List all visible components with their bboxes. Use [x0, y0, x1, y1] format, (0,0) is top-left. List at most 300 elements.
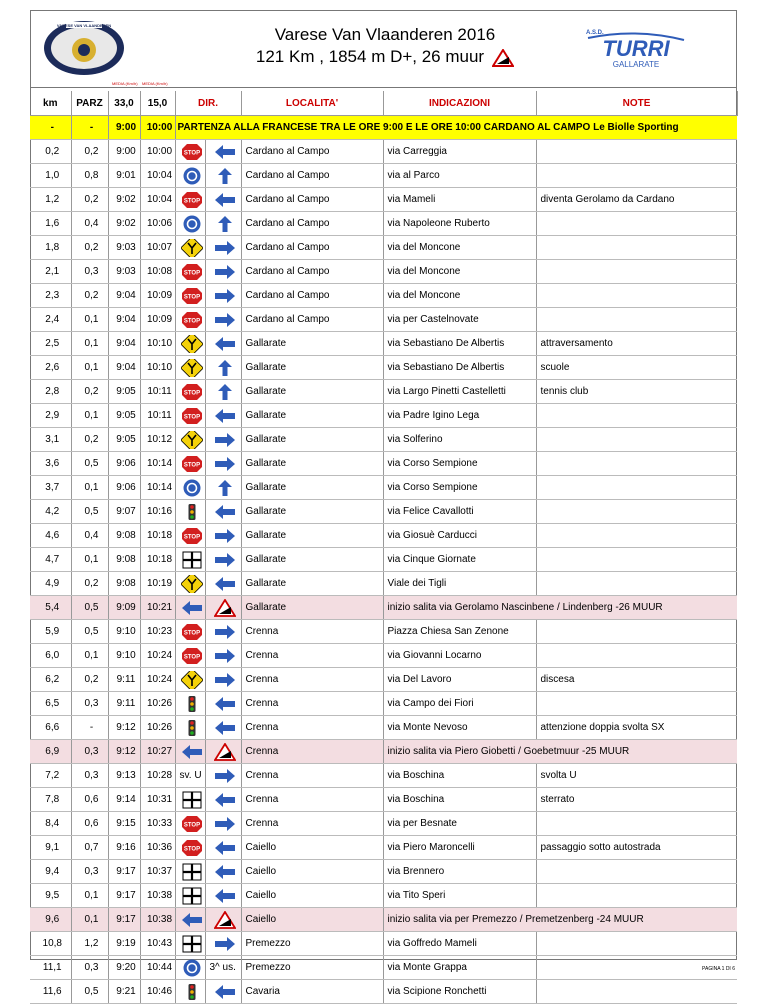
sign-cell	[175, 644, 205, 668]
indicazioni-cell: Piazza Chiesa San Zenone	[383, 620, 536, 644]
turri-logo-right	[584, 26, 688, 70]
note-cell: tennis club	[536, 380, 737, 404]
logo-gallarate: GALLARATE	[612, 60, 660, 69]
straight-arrow-icon	[214, 383, 236, 401]
direction-cell	[205, 572, 241, 596]
note-cell: diventa Gerolamo da Cardano	[536, 188, 737, 212]
table-row	[30, 380, 737, 404]
note-cell	[536, 212, 737, 236]
km-cell: 2,3	[30, 284, 71, 308]
time-cell-2: 10:37	[140, 860, 175, 884]
direction-cell	[205, 404, 241, 428]
time-cell-2: 10:21	[140, 596, 175, 620]
stop-sign-icon	[181, 647, 203, 665]
km-cell: 2,9	[30, 404, 71, 428]
note-cell	[536, 644, 737, 668]
page-title	[200, 24, 570, 68]
logo-turri: TURRI	[602, 36, 670, 61]
start-row	[30, 116, 737, 140]
climb-sign-icon	[214, 743, 236, 761]
direction-cell	[205, 908, 241, 932]
traffic-light-icon	[181, 695, 203, 713]
time-cell-2: 10:09	[140, 308, 175, 332]
time-cell-1: 9:10	[108, 620, 140, 644]
note-cell	[536, 452, 737, 476]
km-cell: 3,6	[30, 452, 71, 476]
table-row	[30, 740, 737, 764]
time-cell-1: 9:02	[108, 188, 140, 212]
right-arrow-icon	[214, 431, 236, 449]
note-cell	[536, 236, 737, 260]
col-parz: PARZ	[71, 91, 108, 116]
col-km: km	[30, 91, 71, 116]
km-cell: 7,2	[30, 764, 71, 788]
direction-cell	[205, 428, 241, 452]
parz-cell: 0,5	[71, 500, 108, 524]
sign-cell	[175, 620, 205, 644]
time-cell-2: 10:07	[140, 236, 175, 260]
time-cell-2: 10:27	[140, 740, 175, 764]
yield-sign-icon	[181, 431, 203, 449]
localita-cell: Crenna	[241, 812, 383, 836]
svg-text:STOP: STOP	[183, 270, 201, 276]
parz-cell: 0,5	[71, 596, 108, 620]
time-cell-2: 10:24	[140, 644, 175, 668]
localita-cell: Gallarate	[241, 452, 383, 476]
localita-cell: Cardano al Campo	[241, 236, 383, 260]
km-cell: 6,9	[30, 740, 71, 764]
svg-text:STOP: STOP	[183, 822, 201, 828]
note-cell: passaggio sotto autostrada	[536, 836, 737, 860]
note-cell	[536, 500, 737, 524]
localita-cell: Crenna	[241, 692, 383, 716]
time-cell-2: 10:04	[140, 188, 175, 212]
localita-cell: Cardano al Campo	[241, 164, 383, 188]
stop-sign-icon	[181, 191, 203, 209]
note-cell	[536, 980, 737, 1004]
km-cell: 1,0	[30, 164, 71, 188]
left-arrow-icon	[214, 335, 236, 353]
table-row	[30, 236, 737, 260]
parz-cell: 0,5	[71, 980, 108, 1004]
parz-cell: -	[71, 716, 108, 740]
indicazioni-cell: via Corso Sempione	[383, 452, 536, 476]
km-cell: 4,7	[30, 548, 71, 572]
indicazioni-cell: via Boschina	[383, 788, 536, 812]
km-cell: 4,9	[30, 572, 71, 596]
roundabout-sign-icon	[181, 167, 203, 185]
stop-sign-icon	[181, 383, 203, 401]
direction-cell	[205, 140, 241, 164]
time-cell-1: 9:19	[108, 932, 140, 956]
yield-sign-icon	[181, 575, 203, 593]
km-cell: 9,6	[30, 908, 71, 932]
localita-cell: Crenna	[241, 644, 383, 668]
localita-cell: Crenna	[241, 788, 383, 812]
sign-cell	[175, 740, 205, 764]
table-row	[30, 572, 737, 596]
direction-cell	[205, 668, 241, 692]
table-row	[30, 596, 737, 620]
table-row	[30, 476, 737, 500]
localita-cell: Caiello	[241, 860, 383, 884]
col-note: NOTE	[536, 91, 737, 116]
roundabout-sign-icon	[181, 959, 203, 977]
km-cell: 4,2	[30, 500, 71, 524]
svg-text:STOP: STOP	[183, 198, 201, 204]
indicazioni-cell: via Goffredo Mameli	[383, 932, 536, 956]
left-arrow-icon	[214, 191, 236, 209]
time-cell-2: 10:12	[140, 428, 175, 452]
note-cell	[536, 860, 737, 884]
km-cell: 10,8	[30, 932, 71, 956]
direction-cell	[205, 524, 241, 548]
time-cell-2: 10:11	[140, 380, 175, 404]
table-row	[30, 260, 737, 284]
time-cell-1: 9:20	[108, 956, 140, 980]
parz-cell: 0,1	[71, 356, 108, 380]
stop-sign-icon	[181, 263, 203, 281]
indicazioni-cell: via Corso Sempione	[383, 476, 536, 500]
start-parz: -	[71, 116, 108, 140]
indicazioni-cell: via Del Lavoro	[383, 668, 536, 692]
localita-cell: Crenna	[241, 620, 383, 644]
direction-cell	[205, 740, 241, 764]
direction-cell	[205, 308, 241, 332]
note-cell	[536, 524, 737, 548]
sign-cell	[175, 788, 205, 812]
parz-cell: 0,7	[71, 836, 108, 860]
table-row	[30, 764, 737, 788]
km-cell: 6,2	[30, 668, 71, 692]
table-row	[30, 860, 737, 884]
direction-cell	[205, 788, 241, 812]
table-row	[30, 788, 737, 812]
right-arrow-icon	[214, 671, 236, 689]
localita-cell: Gallarate	[241, 404, 383, 428]
climb-sign-icon	[214, 911, 236, 929]
col-speed1: 33,0	[108, 91, 140, 116]
direction-cell	[205, 260, 241, 284]
km-cell: 2,8	[30, 380, 71, 404]
note-cell	[536, 548, 737, 572]
sign-cell	[175, 476, 205, 500]
indicazioni-cell: via Sebastiano De Albertis	[383, 356, 536, 380]
time-cell-1: 9:15	[108, 812, 140, 836]
parz-cell: 0,1	[71, 308, 108, 332]
time-cell-1: 9:21	[108, 980, 140, 1004]
parz-cell: 0,6	[71, 812, 108, 836]
time-cell-1: 9:04	[108, 332, 140, 356]
stop-sign-icon	[181, 311, 203, 329]
localita-cell: Gallarate	[241, 572, 383, 596]
direction-cell	[205, 452, 241, 476]
km-cell: 5,9	[30, 620, 71, 644]
table-row	[30, 356, 737, 380]
direction-cell	[205, 812, 241, 836]
localita-cell: Cavaria	[241, 980, 383, 1004]
parz-cell: 0,3	[71, 740, 108, 764]
left-arrow-icon	[214, 719, 236, 737]
localita-cell: Cardano al Campo	[241, 140, 383, 164]
direction-cell	[205, 716, 241, 740]
svg-text:STOP: STOP	[183, 630, 201, 636]
time-cell-2: 10:16	[140, 500, 175, 524]
km-cell: 2,5	[30, 332, 71, 356]
direction-cell	[205, 548, 241, 572]
sign-cell	[175, 596, 205, 620]
time-cell-1: 9:12	[108, 716, 140, 740]
time-cell-2: 10:11	[140, 404, 175, 428]
start-time-2: 10:00	[140, 116, 175, 140]
direction-cell	[205, 620, 241, 644]
table-row	[30, 404, 737, 428]
time-cell-1: 9:03	[108, 236, 140, 260]
indicazioni-cell: via del Moncone	[383, 260, 536, 284]
time-cell-2: 10:38	[140, 884, 175, 908]
table-row	[30, 668, 737, 692]
localita-cell: Cardano al Campo	[241, 284, 383, 308]
direction-cell	[205, 860, 241, 884]
localita-cell: Gallarate	[241, 548, 383, 572]
sign-cell	[175, 452, 205, 476]
sign-cell: sv. U	[175, 764, 205, 788]
indicazioni-cell: via Boschina	[383, 764, 536, 788]
km-cell: 6,5	[30, 692, 71, 716]
direction-cell	[205, 764, 241, 788]
direction-cell	[205, 212, 241, 236]
note-cell: attraversamento	[536, 332, 737, 356]
note-cell	[536, 692, 737, 716]
stop-sign-icon	[181, 839, 203, 857]
table-row	[30, 188, 737, 212]
sign-cell	[175, 908, 205, 932]
col-speed2: 15,0	[140, 91, 175, 116]
table-row	[30, 644, 737, 668]
sign-cell	[175, 836, 205, 860]
parz-cell: 0,1	[71, 644, 108, 668]
indicazioni-cell: via Mameli	[383, 188, 536, 212]
time-cell-1: 9:17	[108, 860, 140, 884]
km-cell: 11,1	[30, 956, 71, 980]
svg-text:STOP: STOP	[183, 534, 201, 540]
svg-text:STOP: STOP	[183, 414, 201, 420]
note-cell: svolta U	[536, 764, 737, 788]
time-cell-2: 10:43	[140, 932, 175, 956]
km-cell: 4,6	[30, 524, 71, 548]
note-cell	[536, 884, 737, 908]
direction-cell	[205, 380, 241, 404]
left-arrow-icon	[214, 887, 236, 905]
table-row	[30, 500, 737, 524]
localita-cell: Cardano al Campo	[241, 308, 383, 332]
right-arrow-icon	[214, 623, 236, 641]
km-cell: 9,5	[30, 884, 71, 908]
time-cell-2: 10:26	[140, 716, 175, 740]
roundabout-sign-icon	[181, 479, 203, 497]
indicazioni-cell: inizio salita via per Premezzo / Premetzenberg -24 MUUR	[383, 908, 737, 932]
time-cell-1: 9:17	[108, 884, 140, 908]
localita-cell: Gallarate	[241, 356, 383, 380]
sign-cell	[175, 332, 205, 356]
parz-cell: 0,2	[71, 140, 108, 164]
left-arrow-icon	[214, 839, 236, 857]
parz-cell: 0,2	[71, 188, 108, 212]
roundabout-sign-icon	[181, 215, 203, 233]
time-cell-2: 10:31	[140, 788, 175, 812]
parz-cell: 0,1	[71, 884, 108, 908]
localita-cell: Premezzo	[241, 932, 383, 956]
time-cell-2: 10:00	[140, 140, 175, 164]
stop-sign-icon	[181, 287, 203, 305]
right-arrow-icon	[214, 311, 236, 329]
indicazioni-cell: via Tito Speri	[383, 884, 536, 908]
sign-cell	[175, 188, 205, 212]
parz-cell: 1,2	[71, 932, 108, 956]
left-arrow-icon	[214, 407, 236, 425]
straight-arrow-icon	[214, 215, 236, 233]
sign-cell	[175, 716, 205, 740]
start-description: PARTENZA ALLA FRANCESE TRA LE ORE 9:00 E LE ORE 10:00 CARDANO AL CAMPO Le Biolle Sporting	[175, 116, 737, 140]
km-cell: 0,2	[30, 140, 71, 164]
left-arrow-icon	[214, 863, 236, 881]
time-cell-1: 9:11	[108, 668, 140, 692]
left-arrow-icon	[214, 503, 236, 521]
indicazioni-cell: via al Parco	[383, 164, 536, 188]
direction-cell	[205, 692, 241, 716]
time-cell-1: 9:14	[108, 788, 140, 812]
sign-cell	[175, 668, 205, 692]
time-cell-2: 10:38	[140, 908, 175, 932]
sign-cell	[175, 140, 205, 164]
table-row	[30, 524, 737, 548]
speed-label-2: MEDIA (Km/h)	[142, 81, 168, 86]
parz-cell: 0,2	[71, 572, 108, 596]
straight-arrow-icon	[214, 167, 236, 185]
table-row	[30, 308, 737, 332]
table-header-row	[30, 91, 737, 116]
time-cell-1: 9:01	[108, 164, 140, 188]
indicazioni-cell: inizio salita via Gerolamo Nascinbene / Lindenberg -26 MUUR	[383, 596, 737, 620]
sign-cell	[175, 500, 205, 524]
direction-cell	[205, 332, 241, 356]
localita-cell: Gallarate	[241, 476, 383, 500]
left-arrow-icon	[214, 695, 236, 713]
time-cell-2: 10:08	[140, 260, 175, 284]
time-cell-2: 10:18	[140, 548, 175, 572]
right-arrow-icon	[214, 551, 236, 569]
parz-cell: 0,1	[71, 404, 108, 428]
localita-cell: Caiello	[241, 908, 383, 932]
table-row	[30, 428, 737, 452]
parz-cell: 0,1	[71, 548, 108, 572]
time-cell-1: 9:04	[108, 308, 140, 332]
time-cell-2: 10:19	[140, 572, 175, 596]
left-arrow-icon	[214, 575, 236, 593]
parz-cell: 0,2	[71, 380, 108, 404]
crossroad-sign-icon	[181, 791, 203, 809]
km-cell: 5,4	[30, 596, 71, 620]
table-row	[30, 716, 737, 740]
svg-text:STOP: STOP	[183, 390, 201, 396]
right-arrow-icon	[214, 815, 236, 833]
direction-cell	[205, 236, 241, 260]
localita-cell: Gallarate	[241, 380, 383, 404]
table-row	[30, 980, 737, 1004]
localita-cell: Caiello	[241, 836, 383, 860]
time-cell-1: 9:02	[108, 212, 140, 236]
sign-cell	[175, 860, 205, 884]
km-cell: 1,6	[30, 212, 71, 236]
straight-arrow-icon	[214, 359, 236, 377]
traffic-light-icon	[181, 503, 203, 521]
time-cell-1: 9:06	[108, 476, 140, 500]
time-cell-2: 10:18	[140, 524, 175, 548]
time-cell-2: 10:24	[140, 668, 175, 692]
direction-cell	[205, 644, 241, 668]
title-line-1: Varese Van Vlaanderen 2016	[274, 25, 496, 44]
title-line-2: 121 Km , 1854 m D+, 26 muur	[255, 47, 485, 66]
roadbook-table	[30, 91, 738, 1004]
sign-cell	[175, 308, 205, 332]
time-cell-2: 10:09	[140, 284, 175, 308]
localita-cell: Cardano al Campo	[241, 260, 383, 284]
indicazioni-cell: via Sebastiano De Albertis	[383, 332, 536, 356]
time-cell-1: 9:12	[108, 740, 140, 764]
right-arrow-icon	[214, 263, 236, 281]
km-cell: 1,2	[30, 188, 71, 212]
traffic-light-icon	[181, 983, 203, 1001]
right-arrow-icon	[214, 935, 236, 953]
sign-cell	[175, 236, 205, 260]
note-cell	[536, 308, 737, 332]
direction-cell: 3^ us.	[205, 956, 241, 980]
table-row	[30, 956, 737, 980]
left-arrow-icon	[214, 143, 236, 161]
time-cell-2: 10:36	[140, 836, 175, 860]
time-cell-2: 10:33	[140, 812, 175, 836]
time-cell-1: 9:17	[108, 908, 140, 932]
parz-cell: 0,1	[71, 908, 108, 932]
speed-label-1: MEDIA (Km/h)	[112, 81, 138, 86]
col-localita: LOCALITA'	[241, 91, 383, 116]
parz-cell: 0,3	[71, 860, 108, 884]
time-cell-1: 9:11	[108, 692, 140, 716]
indicazioni-cell: via per Besnate	[383, 812, 536, 836]
note-cell: scuole	[536, 356, 737, 380]
time-cell-1: 9:13	[108, 764, 140, 788]
time-cell-2: 10:10	[140, 356, 175, 380]
table-row	[30, 884, 737, 908]
note-cell	[536, 164, 737, 188]
sign-cell	[175, 812, 205, 836]
sign-cell	[175, 404, 205, 428]
right-arrow-icon	[214, 767, 236, 785]
km-cell: 3,7	[30, 476, 71, 500]
km-cell: 6,0	[30, 644, 71, 668]
indicazioni-cell: via per Castelnovate	[383, 308, 536, 332]
localita-cell: Caiello	[241, 884, 383, 908]
indicazioni-cell: via Brennero	[383, 860, 536, 884]
start-km: -	[30, 116, 71, 140]
indicazioni-cell: via Napoleone Ruberto	[383, 212, 536, 236]
localita-cell: Gallarate	[241, 428, 383, 452]
time-cell-1: 9:10	[108, 644, 140, 668]
table-row	[30, 284, 737, 308]
parz-cell: 0,5	[71, 620, 108, 644]
table-row	[30, 164, 737, 188]
time-cell-1: 9:06	[108, 452, 140, 476]
